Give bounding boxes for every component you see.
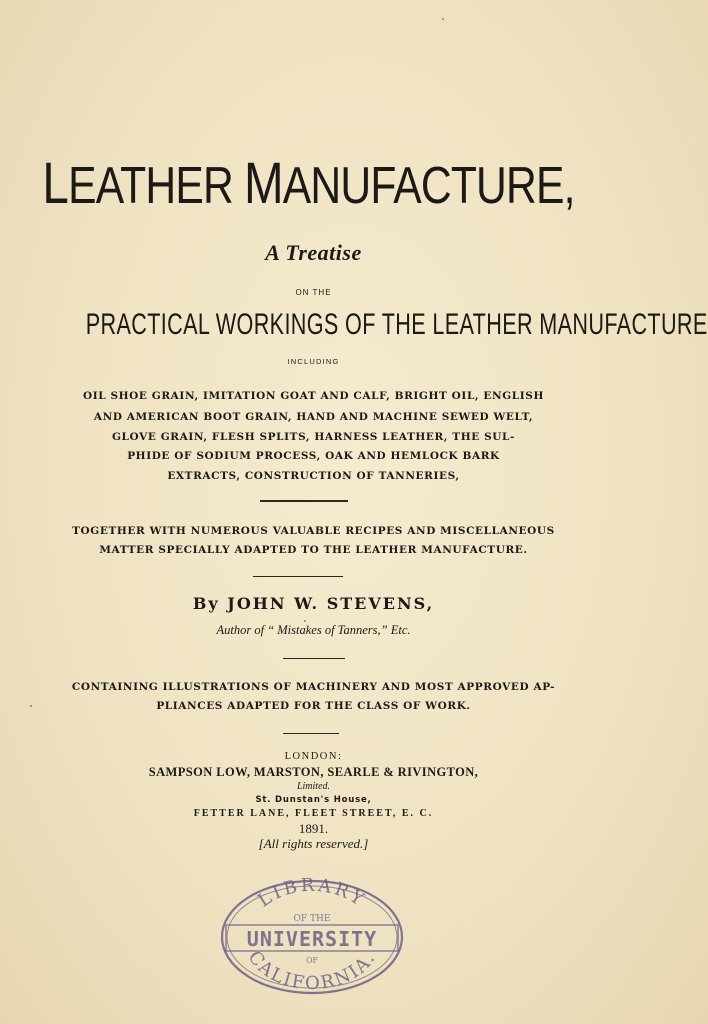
imprint-address: FETTER LANE, FLEET STREET, E. C.	[193, 808, 434, 819]
topics-line-1: OIL SHOE GRAIN, IMITATION GOAT AND CALF, BRIGHT OIL, ENGLISH	[82, 390, 545, 402]
divider-rule-1	[260, 500, 348, 502]
svg-text:LIBRARY	[254, 877, 370, 912]
imprint-city: LONDON:	[284, 751, 343, 762]
title-cap-l: L	[42, 151, 69, 216]
on-the-label: ON THE	[295, 288, 332, 297]
topics-line-3: GLOVE GRAIN, FLESH SPLITS, HARNESS LEATHER, THE SUL-	[111, 431, 515, 443]
together-line-1: TOGETHER WITH NUMEROUS VALUABLE RECIPES AND MISCELLANEOUS	[72, 525, 555, 537]
author-byline: By JOHN W. STEVENS,	[192, 594, 435, 613]
practical-workings-title: PRACTICAL WORKINGS OF THE LEATHER MANUFACTURE	[85, 308, 708, 341]
imprint-limited: Limited.	[296, 781, 331, 792]
divider-rule-2	[253, 576, 343, 577]
topics-line-5: EXTRACTS, CONSTRUCTION OF TANNERIES,	[167, 470, 460, 482]
topics-line-4: PHIDE OF SODIUM PROCESS, OAK AND HEMLOCK BARK	[127, 450, 500, 462]
imprint-publisher: SAMPSON LOW, MARSTON, SEARLE & RIVINGTON,	[148, 765, 479, 779]
stamp-lower-text: OF	[305, 956, 319, 965]
title-part-leather: EATHER	[68, 157, 244, 215]
stamp-center-text: UNIVERSITY	[246, 927, 378, 951]
including-label: INCLUDING	[287, 357, 340, 366]
containing-line-2: PLIANCES ADAPTED FOR THE CLASS OF WORK.	[156, 700, 471, 712]
divider-rule-3	[283, 658, 345, 659]
author-note: Author of “ Mistakes of Tanners,” Etc.	[216, 623, 411, 637]
book-title	[42, 150, 575, 217]
svg-text:CALIFORNIA.	[244, 947, 381, 994]
paper-speck	[442, 18, 444, 20]
containing-line-1: CONTAINING ILLUSTRATIONS OF MACHINERY AND MOST APPROVED AP-	[71, 681, 556, 693]
paper-speck	[304, 620, 306, 622]
imprint-house: St. Dunstan's House,	[255, 795, 372, 805]
together-line-2: MATTER SPECIALLY ADAPTED TO THE LEATHER MANUFACTURE.	[99, 544, 528, 556]
divider-rule-4	[283, 733, 339, 734]
stamp-top-text: LIBRARY	[254, 877, 370, 912]
imprint-year: 1891.	[298, 821, 329, 836]
stamp-middle-text: OF THE	[293, 914, 331, 924]
title-part-manufacture: ANUFACTURE,	[282, 157, 575, 215]
title-cap-m: M	[243, 151, 283, 216]
library-stamp-icon	[218, 877, 406, 997]
imprint-rights: [All rights reserved.]	[258, 836, 369, 851]
subtitle-treatise: A Treatise	[265, 240, 362, 265]
stamp-bottom-text: CALIFORNIA.	[243, 947, 381, 995]
paper-speck	[30, 705, 32, 707]
topics-line-2: AND AMERICAN BOOT GRAIN, HAND AND MACHINE SEWED WELT,	[93, 411, 534, 423]
